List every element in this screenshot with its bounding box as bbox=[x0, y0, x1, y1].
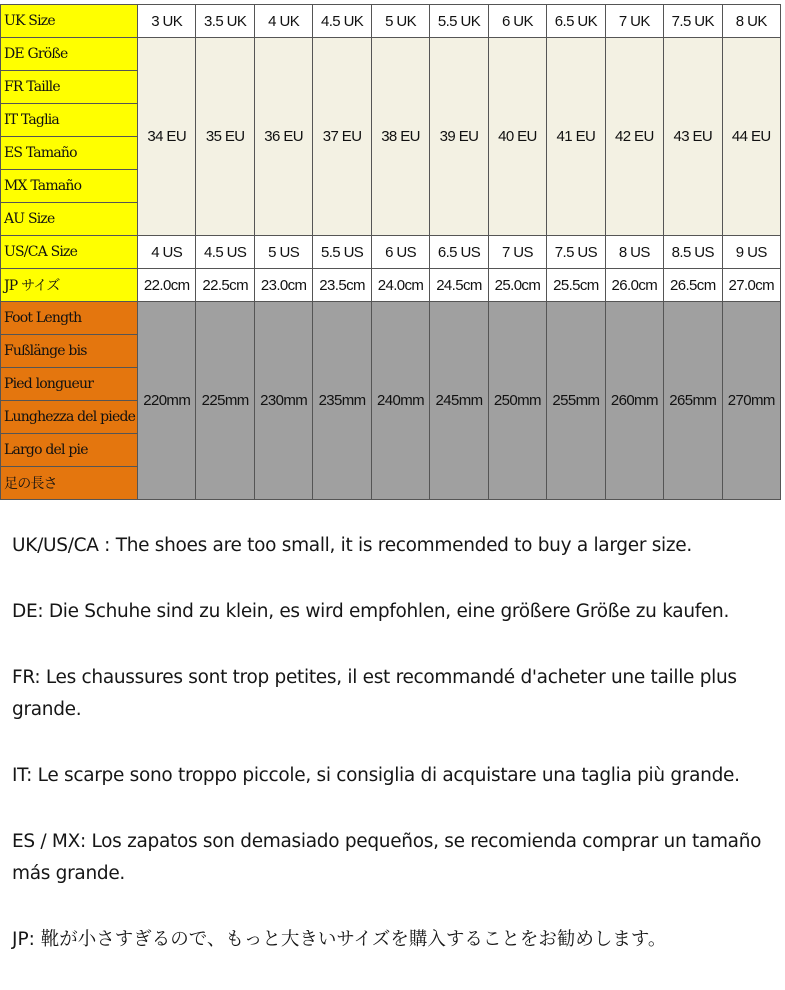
us-size-row bbox=[1, 236, 781, 269]
us-size-cell: 4 US bbox=[138, 236, 196, 269]
foot-length-label: Lunghezza del piede bbox=[1, 401, 138, 434]
eu-size-cell: 41 EU bbox=[547, 38, 605, 236]
uk-size-cell: 6 UK bbox=[488, 5, 546, 38]
eu-size-label: ES Tamaño bbox=[1, 137, 138, 170]
eu-size-cell: 36 EU bbox=[254, 38, 312, 236]
uk-size-row bbox=[1, 5, 781, 38]
eu-size-row bbox=[1, 38, 781, 71]
jp-size-cell: 24.5cm bbox=[430, 269, 488, 302]
size-chart-table bbox=[0, 4, 781, 500]
eu-size-cell: 40 EU bbox=[488, 38, 546, 236]
uk-size-cell: 5 UK bbox=[371, 5, 429, 38]
foot-length-cell: 250mm bbox=[488, 302, 546, 500]
jp-size-cell: 26.0cm bbox=[605, 269, 663, 302]
eu-size-cell: 35 EU bbox=[196, 38, 254, 236]
uk-size-cell: 3.5 UK bbox=[196, 5, 254, 38]
jp-size-cell: 26.5cm bbox=[664, 269, 722, 302]
note-jp: JP: 靴が小さすぎるので、もっと大きいサイズを購入することをお勧めします。 bbox=[12, 929, 667, 950]
foot-length-cell: 220mm bbox=[138, 302, 196, 500]
eu-size-label: IT Taglia bbox=[1, 104, 138, 137]
eu-size-cell: 34 EU bbox=[138, 38, 196, 236]
eu-size-cell: 44 EU bbox=[722, 38, 780, 236]
eu-size-cell: 42 EU bbox=[605, 38, 663, 236]
jp-size-cell: 22.5cm bbox=[196, 269, 254, 302]
us-size-cell: 5.5 US bbox=[313, 236, 371, 269]
foot-length-cell: 245mm bbox=[430, 302, 488, 500]
us-size-cell: 7 US bbox=[488, 236, 546, 269]
note-fr: FR: Les chaussures sont trop petites, il est recommandé d'acheter une taille plus grande. bbox=[12, 667, 737, 720]
uk-size-cell: 4.5 UK bbox=[313, 5, 371, 38]
foot-length-cell: 260mm bbox=[605, 302, 663, 500]
us-size-cell: 6 US bbox=[371, 236, 429, 269]
uk-size-cell: 4 UK bbox=[254, 5, 312, 38]
uk-size-label: UK Size bbox=[1, 5, 138, 38]
eu-size-cell: 39 EU bbox=[430, 38, 488, 236]
jp-size-cell: 25.5cm bbox=[547, 269, 605, 302]
jp-size-cell: 23.5cm bbox=[313, 269, 371, 302]
jp-size-cell: 27.0cm bbox=[722, 269, 780, 302]
us-size-cell: 7.5 US bbox=[547, 236, 605, 269]
foot-length-row bbox=[1, 302, 781, 335]
uk-size-cell: 8 UK bbox=[722, 5, 780, 38]
eu-size-label: FR Taille bbox=[1, 71, 138, 104]
uk-size-cell: 6.5 UK bbox=[547, 5, 605, 38]
us-size-cell: 5 US bbox=[254, 236, 312, 269]
note-it: IT: Le scarpe sono troppo piccole, si consiglia di acquistare una taglia più grande. bbox=[12, 765, 740, 786]
jp-size-cell: 25.0cm bbox=[488, 269, 546, 302]
eu-size-cell: 43 EU bbox=[664, 38, 722, 236]
us-size-label: US/CA Size bbox=[1, 236, 138, 269]
note-es-mx: ES / MX: Los zapatos son demasiado pequeños, se recomienda comprar un tamaño más grande. bbox=[12, 831, 762, 884]
us-size-cell: 4.5 US bbox=[196, 236, 254, 269]
eu-size-label: AU Size bbox=[1, 203, 138, 236]
foot-length-cell: 225mm bbox=[196, 302, 254, 500]
us-size-cell: 8.5 US bbox=[664, 236, 722, 269]
jp-size-cell: 22.0cm bbox=[138, 269, 196, 302]
foot-length-cell: 270mm bbox=[722, 302, 780, 500]
jp-size-label: JP サイズ bbox=[1, 269, 138, 302]
note-de: DE: Die Schuhe sind zu klein, es wird empfohlen, eine größere Größe zu kaufen. bbox=[12, 601, 730, 622]
eu-size-label: MX Tamaño bbox=[1, 170, 138, 203]
us-size-cell: 6.5 US bbox=[430, 236, 488, 269]
foot-length-label: Largo del pie bbox=[1, 434, 138, 467]
size-advice-notes bbox=[12, 530, 777, 990]
us-size-cell: 8 US bbox=[605, 236, 663, 269]
us-size-cell: 9 US bbox=[722, 236, 780, 269]
uk-size-cell: 5.5 UK bbox=[430, 5, 488, 38]
uk-size-cell: 7 UK bbox=[605, 5, 663, 38]
jp-size-cell: 24.0cm bbox=[371, 269, 429, 302]
foot-length-cell: 230mm bbox=[254, 302, 312, 500]
foot-length-cell: 265mm bbox=[664, 302, 722, 500]
note-uk-us-ca: UK/US/CA : The shoes are too small, it is recommended to buy a larger size. bbox=[12, 535, 692, 556]
foot-length-cell: 235mm bbox=[313, 302, 371, 500]
foot-length-label: Pied longueur bbox=[1, 368, 138, 401]
foot-length-label: Fußlänge bis bbox=[1, 335, 138, 368]
eu-size-cell: 38 EU bbox=[371, 38, 429, 236]
foot-length-cell: 240mm bbox=[371, 302, 429, 500]
uk-size-cell: 7.5 UK bbox=[664, 5, 722, 38]
foot-length-cell: 255mm bbox=[547, 302, 605, 500]
jp-size-row bbox=[1, 269, 781, 302]
eu-size-cell: 37 EU bbox=[313, 38, 371, 236]
eu-size-label: DE Größe bbox=[1, 38, 138, 71]
foot-length-label: Foot Length bbox=[1, 302, 138, 335]
uk-size-cell: 3 UK bbox=[138, 5, 196, 38]
foot-length-label: 足の長さ bbox=[1, 467, 138, 500]
jp-size-cell: 23.0cm bbox=[254, 269, 312, 302]
